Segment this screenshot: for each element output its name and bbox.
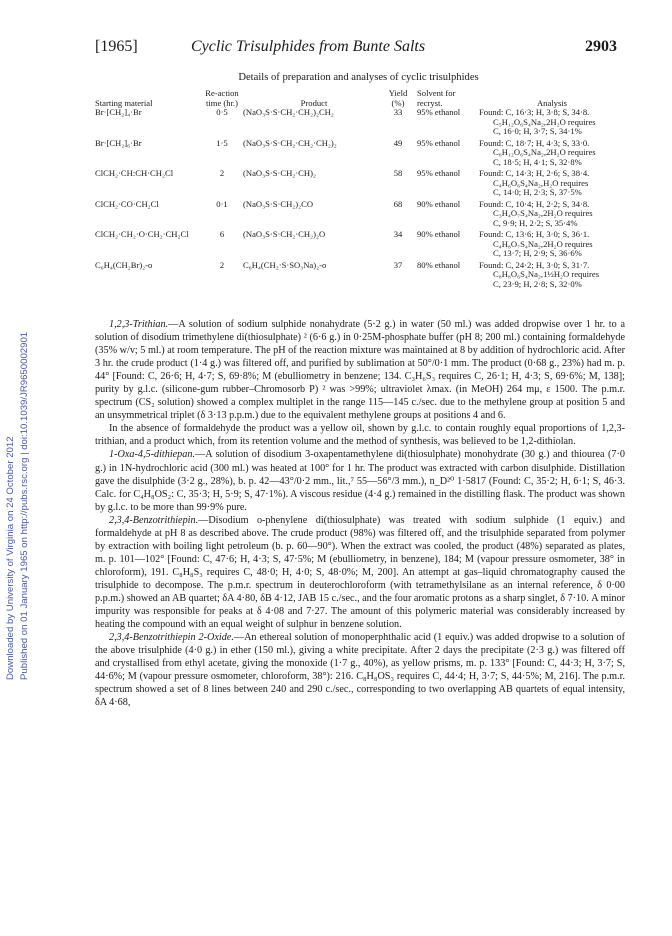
paragraph <box>95 422 625 448</box>
header-yield: Yield (%) <box>388 88 408 108</box>
header-reaction-time: Re-action time (hr.) <box>205 88 239 108</box>
cell-starting-material: Br·[CH₂]₆·Br <box>95 137 142 148</box>
table-row <box>95 108 625 139</box>
cell-starting-material: C₆H₄(CH₂Br)₂-o <box>95 259 153 270</box>
header-analysis: Analysis <box>536 97 568 108</box>
cell-reaction-time: 2 <box>219 168 225 178</box>
page-header <box>95 38 617 58</box>
cell-product: (NaO₃S·S·CH₂·CH₂)₂O <box>243 229 326 239</box>
header-title: Cyclic Trisulphides from Bunte Salts <box>191 38 426 55</box>
cell-starting-material: ClCH₂·CH:CH·CH₂Cl <box>95 168 174 178</box>
publication-notice: Published on 01 January 1965 on http://pubs.rsc.org | doi:10.1039/JR9650002901 <box>19 331 30 680</box>
cell-reaction-time: 2 <box>219 259 225 270</box>
cell-analysis <box>479 261 625 292</box>
cell-solvent: 95% ethanol <box>417 107 461 117</box>
paragraph-text: —A solution of sodium sulphide nonahydrate (5·2 g.) in water (50 ml.) was added dropwise over 1 hr. to a solution of disodium trimethylene di(thiosulphate) ² (6·6 g.) in 0·25M-phosphate buffer (pH 8; 200 ml.) containing formaldehyde (35% w/v; 5 ml.) at room temperature. The pH of the reaction mixture was maintained at 8 by addition of hydrochloric acid. After 3 hr. the crude product (1·4 g.) was filtered off, and purified by sublimation at 50°/0·1 mm. The product (0·68 g., 23%) had m. p. 44° [Found: C, 26·6; H, 4·7; S, 69·8%; M (ebulliometry in benzene; 134. C₃H₆S₃ requires C, 26·1; H, 4·3; S, 69·6%; M, 138]; purity by g.l.c. (silicone-gum rubber–Chromosorb P) ² was >99%; ultraviolet λmax. (in MeOH) 264 mμ, ε 1500. The p.m.r. spectrum (CS₂ solution) showed a complex multiplet in the range 115—145 c./sec. due to the methylene group at position 5 and an unsymmetrical triplet (δ 3·13 p.p.m.) due to the equivalent methylene groups at positions 4 and 6. <box>95 319 625 422</box>
cell-solvent: 95% ethanol <box>417 168 461 178</box>
analysis-line: C₄H₈O₇S₄Na₂,2H₂O requires <box>493 238 593 249</box>
cell-analysis <box>479 169 625 200</box>
cell-analysis <box>479 139 625 170</box>
analysis-line: Found: C, 10·4; H, 2·2; S, 34·8. <box>479 198 590 209</box>
paragraph-text: —An ethereal solution of monoperphthalic acid (1 equiv.) was added dropwise to a solution of the above trisulphide (4·0 g.) in ether (150 ml.), giving a white precipitate. After 2 days the precipitate (2·3 g.) was filtered off and crystallised from ethyl acetate, giving the monoxide (1·7 g., 40%), as yellow prisms, m. p. 133° [Found: C, 44·3; H, 3·7; S, 44·6%; M (vapour pressure osmometer, chloroform, 38°): 216. C₈H₈OS₃ requires C, 44·4; H, 3·7; S, 44·5%; M, 216]. The p.m.r. spectrum showed a set of 8 lines between 240 and 290 c./sec., corresponding to two overlapping AB quartets of equal intensity, δA 4·68, <box>95 632 625 709</box>
cell-product: (NaO₃S·S·CH₂·CH₂·CH₂)₂ <box>243 137 337 148</box>
table-row <box>95 230 625 261</box>
cell-yield: 49 <box>393 137 403 148</box>
table-body <box>95 108 625 291</box>
paragraph <box>95 631 625 709</box>
analysis-line: C, 14·0; H, 2·3; S, 37·5% <box>493 187 582 197</box>
cell-reaction-time: 1·5 <box>216 137 228 148</box>
table-row <box>95 261 625 292</box>
cell-starting-material: ClCH₂·CO·CH₂Cl <box>95 198 159 209</box>
header-product: Product <box>300 97 328 108</box>
analysis-line: C, 23·9; H, 2·8; S, 32·0% <box>493 278 582 289</box>
paragraph-heading: 2,3,4-Benzotrithiepin 2-Oxide. <box>109 632 234 644</box>
paragraph-text: —A solution of disodium 3-oxapentamethylene di(thiosulphate) monohydrate (30 g.) and thiourea (7·0 g.) in 1N-hydrochloric acid (300 ml.) was heated at 100° for 1 hr. The product was extracted with carbon disulphide. Distillation gave the disulphide (3·2 g., 28%), b. p. 42—43°/0·2 mm., lit.,⁷ 55—56°/3 mm.), n_D²⁰ 1·5817 (Found: C, 35·2; H, 6·1; S, 46·3. Calc. for C₄H₈OS₂: C, 35·3; H, 5·9; S, 47·1%). A viscous residue (4·4 g.) remained in the distilling flask. The product was shown by g.l.c. to be more than 99·9% pure. <box>95 449 625 513</box>
header-starting-material: Starting material <box>95 97 153 108</box>
paragraph-text: In the absence of formaldehyde the product was a yellow oil, shown by g.l.c. to contain roughly equal proportions of 1,2,3-trithian, and a product which, from its retention volume and the method of synthesis, was believed to be 1,2-dithiolan. <box>95 423 625 448</box>
cell-reaction-time: 0·5 <box>216 107 228 117</box>
paragraph <box>95 318 625 422</box>
cell-starting-material: Br·[CH₂]₄·Br <box>95 107 142 117</box>
analysis-line: C, 18·5; H, 4·1; S, 32·8% <box>493 156 582 167</box>
cell-reaction-time: 0·1 <box>216 198 228 209</box>
cell-solvent: 90% ethanol <box>417 229 461 239</box>
cell-product: (NaO₃S·S·CH₂·CH)₂ <box>243 168 316 178</box>
table-header-row <box>95 89 625 108</box>
analysis-line: C₈H₈O₆S₄Na₂,1½H₂O requires <box>493 269 600 279</box>
cell-yield: 68 <box>393 198 403 209</box>
analysis-line: Found: C, 16·3; H, 3·8; S, 34·8. <box>479 107 590 117</box>
cell-product: C₆H₄(CH₂·S·SO₃Na)₂-o <box>243 259 327 270</box>
download-notice: Downloaded by University of Virginia on 24 October 2012 <box>5 436 16 680</box>
cell-yield: 34 <box>393 229 403 239</box>
table-row <box>95 139 625 170</box>
cell-product: (NaO₃S·S·CH₂·CH₂)₂CH₂ <box>243 107 334 117</box>
analysis-line: Found: C, 13·6; H, 3·0; S, 36·1. <box>479 229 590 239</box>
sidebar-download-notice <box>3 210 33 680</box>
cell-analysis <box>479 200 625 231</box>
table-caption: Details of preparation and analyses of cyclic trisulphides <box>238 72 479 83</box>
table-row <box>95 169 625 200</box>
paragraph <box>95 514 625 631</box>
cell-analysis <box>479 108 625 139</box>
analysis-line: C, 13·7; H, 2·9; S, 36·6% <box>493 248 582 258</box>
header-solvent: Solvent for recryst. <box>417 88 456 108</box>
header-year: [1965] <box>95 38 138 55</box>
analysis-line: Found: C, 24·2; H, 3·0; S, 31·7. <box>479 259 590 270</box>
paragraph-heading: 2,3,4-Benzotrithiepin. <box>109 514 199 526</box>
cell-solvent: 80% ethanol <box>417 259 461 270</box>
body-text <box>95 318 625 709</box>
analysis-line: C₅H₁₂O₆S₄Na₂,2H₂O requires <box>493 116 596 127</box>
table-row <box>95 200 625 231</box>
cell-analysis <box>479 230 625 261</box>
cell-starting-material: ClCH₂·CH₂·O·CH₂·CH₂Cl <box>95 229 189 239</box>
cell-product: (NaO₃S·S·CH₂)₂CO <box>243 198 314 209</box>
analysis-line: C₆H₁₂O₆S₄Na₂,2H₂O requires <box>493 147 596 157</box>
cell-yield: 58 <box>393 168 403 178</box>
paragraph-text: —Disodium o-phenylene di(thiosulphate) was treated with sodium sulphide (1 equiv.) and formaldehyde at pH 8 as described above. The crude product (98%) was filtered off, and the trisulphide separated from polymer by extraction with boiling light petroleum (b. p. 60—90°). When the extract was cooled, the product (48%) separated as plates, m. p. 101—102° [Found: C, 47·6; H, 4·3; S, 47·5%; M (ebulliometry, in benzene), 184; M (vapour pressure osmometer, 38° in chloroform), 191. C₈H₈S₃ requires C, 48·0; H, 4·0; S, 48·0%; M, 200]. An attempt at gas–liquid chromatography caused the trisulphide to decompose. The p.m.r. spectrum in deuterochloroform (with tetramethylsilane as an internal reference, δ 0·00 p.p.m.) showed an AB quartet; δA 4·80, δB 4·12, JAB 15 c./sec., and the four aromatic protons as a sharp singlet, δ 7·10. A minor impurity was responsible for peaks at δ 4·08 and 7·27. The amount of this polymeric material was considerably increased by heating the compound with an equal weight of sulphur in benzene solution. <box>95 514 625 631</box>
analysis-line: Found: C, 14·3; H, 2·6; S, 38·4. <box>479 168 590 178</box>
cell-solvent: 95% ethanol <box>417 137 461 148</box>
analysis-line: Found: C, 18·7; H, 4·3; S, 33·0. <box>479 137 590 148</box>
analysis-line: C₃H₄O₇S₄Na₂,2H₂O requires <box>493 208 593 218</box>
paragraph <box>95 448 625 513</box>
cell-reaction-time: 6 <box>219 229 225 239</box>
data-table <box>95 89 625 291</box>
cell-yield: 33 <box>393 107 403 117</box>
paragraph-heading: 1-Oxa-4,5-dithiepan. <box>109 449 196 461</box>
paragraph-heading: 1,2,3-Trithian. <box>109 319 169 330</box>
analysis-line: C, 16·0; H, 3·7; S, 34·1% <box>493 126 582 136</box>
analysis-line: C, 9·9; H, 2·2; S, 35·4% <box>493 217 578 228</box>
cell-solvent: 90% ethanol <box>417 198 461 209</box>
analysis-line: C₄H₆O₆S₄Na₂,H₂O requires <box>493 177 589 188</box>
page-number: 2903 <box>585 38 617 55</box>
cell-yield: 37 <box>393 259 403 270</box>
